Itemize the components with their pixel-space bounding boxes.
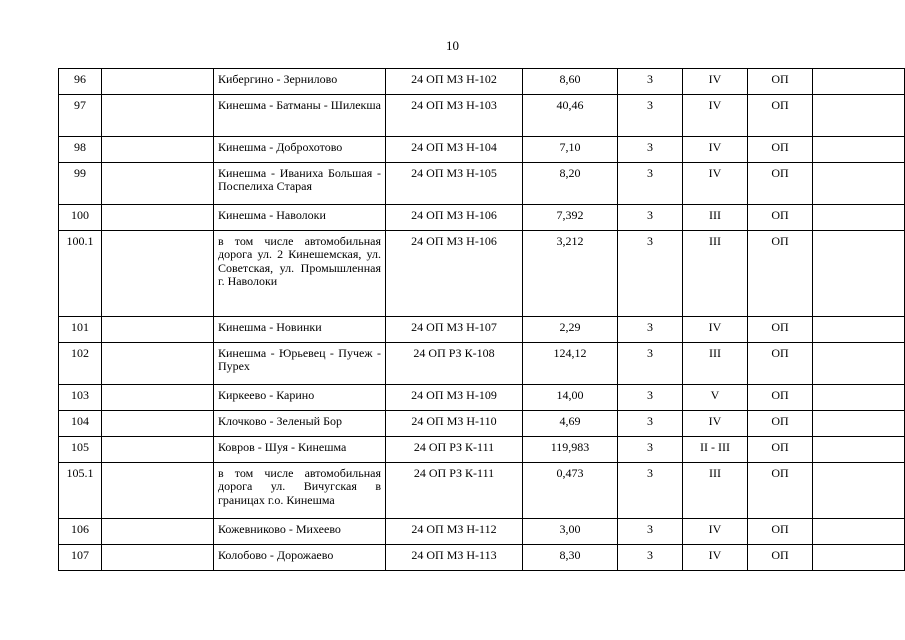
road-length: 8,30: [523, 545, 618, 571]
row-number: 107: [59, 545, 102, 571]
road-name: Клочково - Зеленый Бор: [214, 411, 386, 437]
empty-cell: [102, 317, 214, 343]
road-category: 3: [618, 95, 683, 137]
roads-table-body: [59, 69, 905, 571]
road-code: 24 ОП МЗ Н-110: [386, 411, 523, 437]
road-category: 3: [618, 411, 683, 437]
road-class: IV: [683, 519, 748, 545]
road-name: Кинешма - Новинки: [214, 317, 386, 343]
road-class: IV: [683, 69, 748, 95]
road-code: 24 ОП РЗ К-111: [386, 463, 523, 519]
road-category: 3: [618, 205, 683, 231]
road-code: 24 ОП РЗ К-111: [386, 437, 523, 463]
empty-cell: [813, 411, 905, 437]
road-code: 24 ОП МЗ Н-103: [386, 95, 523, 137]
road-category: 3: [618, 385, 683, 411]
road-type: ОП: [748, 231, 813, 317]
empty-cell: [813, 545, 905, 571]
empty-cell: [813, 437, 905, 463]
empty-cell: [813, 317, 905, 343]
road-code: 24 ОП МЗ Н-106: [386, 231, 523, 317]
row-number: 104: [59, 411, 102, 437]
road-name: Кинешма - Юрьевец - Пучеж - Пурех: [214, 343, 386, 385]
road-class: III: [683, 463, 748, 519]
road-type: ОП: [748, 69, 813, 95]
empty-cell: [813, 137, 905, 163]
road-code: 24 ОП МЗ Н-107: [386, 317, 523, 343]
empty-cell: [813, 385, 905, 411]
road-type: ОП: [748, 411, 813, 437]
row-number: 106: [59, 519, 102, 545]
road-name: в том числе автомобильная дорога ул. Вичугская в границах г.о. Кинешма: [214, 463, 386, 519]
road-code: 24 ОП МЗ Н-104: [386, 137, 523, 163]
road-type: ОП: [748, 163, 813, 205]
road-length: 14,00: [523, 385, 618, 411]
row-number: 103: [59, 385, 102, 411]
empty-cell: [102, 411, 214, 437]
empty-cell: [813, 343, 905, 385]
table-row: [59, 519, 905, 545]
road-length: 119,983: [523, 437, 618, 463]
row-number: 105: [59, 437, 102, 463]
empty-cell: [813, 163, 905, 205]
empty-cell: [813, 463, 905, 519]
table-row: [59, 545, 905, 571]
page-number: 10: [446, 38, 459, 53]
road-type: ОП: [748, 137, 813, 163]
empty-cell: [102, 205, 214, 231]
road-length: 2,29: [523, 317, 618, 343]
road-type: ОП: [748, 95, 813, 137]
road-length: 8,20: [523, 163, 618, 205]
empty-cell: [102, 437, 214, 463]
row-number: 101: [59, 317, 102, 343]
table-row: [59, 317, 905, 343]
road-code: 24 ОП РЗ К-108: [386, 343, 523, 385]
empty-cell: [102, 231, 214, 317]
road-length: 7,10: [523, 137, 618, 163]
row-number: 100.1: [59, 231, 102, 317]
road-name: Кожевниково - Михеево: [214, 519, 386, 545]
table-row: [59, 69, 905, 95]
empty-cell: [813, 519, 905, 545]
table-row: [59, 437, 905, 463]
road-type: ОП: [748, 545, 813, 571]
road-length: 0,473: [523, 463, 618, 519]
road-class: III: [683, 343, 748, 385]
road-category: 3: [618, 69, 683, 95]
table-row: [59, 343, 905, 385]
empty-cell: [102, 69, 214, 95]
road-name: Ковров - Шуя - Кинешма: [214, 437, 386, 463]
road-category: 3: [618, 137, 683, 163]
road-class: IV: [683, 137, 748, 163]
road-length: 7,392: [523, 205, 618, 231]
empty-cell: [102, 545, 214, 571]
road-class: III: [683, 205, 748, 231]
road-category: 3: [618, 545, 683, 571]
road-type: ОП: [748, 205, 813, 231]
empty-cell: [102, 95, 214, 137]
road-category: 3: [618, 437, 683, 463]
road-length: 3,212: [523, 231, 618, 317]
road-name: Кибергино - Зернилово: [214, 69, 386, 95]
road-code: 24 ОП МЗ Н-113: [386, 545, 523, 571]
empty-cell: [102, 137, 214, 163]
road-length: 124,12: [523, 343, 618, 385]
road-type: ОП: [748, 343, 813, 385]
empty-cell: [102, 519, 214, 545]
row-number: 99: [59, 163, 102, 205]
empty-cell: [813, 95, 905, 137]
road-code: 24 ОП МЗ Н-106: [386, 205, 523, 231]
row-number: 100: [59, 205, 102, 231]
road-category: 3: [618, 317, 683, 343]
empty-cell: [102, 385, 214, 411]
road-length: 8,60: [523, 69, 618, 95]
road-name: Колобово - Дорожаево: [214, 545, 386, 571]
road-category: 3: [618, 163, 683, 205]
road-code: 24 ОП МЗ Н-109: [386, 385, 523, 411]
row-number: 98: [59, 137, 102, 163]
road-name: Кинешма - Батманы - Шилекша: [214, 95, 386, 137]
road-code: 24 ОП МЗ Н-105: [386, 163, 523, 205]
row-number: 102: [59, 343, 102, 385]
road-class: IV: [683, 545, 748, 571]
road-class: V: [683, 385, 748, 411]
table-row: [59, 385, 905, 411]
road-class: IV: [683, 163, 748, 205]
road-name: Кинешма - Иваниха Большая - Поспелиха Старая: [214, 163, 386, 205]
road-class: IV: [683, 411, 748, 437]
road-type: ОП: [748, 519, 813, 545]
row-number: 97: [59, 95, 102, 137]
empty-cell: [813, 231, 905, 317]
row-number: 105.1: [59, 463, 102, 519]
table-row: [59, 231, 905, 317]
table-row: [59, 205, 905, 231]
empty-cell: [813, 69, 905, 95]
road-type: ОП: [748, 385, 813, 411]
road-category: 3: [618, 519, 683, 545]
table-row: [59, 163, 905, 205]
table-row: [59, 137, 905, 163]
empty-cell: [102, 343, 214, 385]
road-code: 24 ОП МЗ Н-112: [386, 519, 523, 545]
road-class: III: [683, 231, 748, 317]
road-name: в том числе автомобильная дорога ул. 2 Кинешемская, ул. Советская, ул. Промышленная г. Наволоки: [214, 231, 386, 317]
road-name: Кинешма - Наволоки: [214, 205, 386, 231]
road-name: Кинешма - Доброхотово: [214, 137, 386, 163]
row-number: 96: [59, 69, 102, 95]
road-class: II - III: [683, 437, 748, 463]
road-category: 3: [618, 231, 683, 317]
empty-cell: [813, 205, 905, 231]
table-row: [59, 463, 905, 519]
road-category: 3: [618, 343, 683, 385]
road-category: 3: [618, 463, 683, 519]
road-length: 4,69: [523, 411, 618, 437]
road-class: IV: [683, 95, 748, 137]
road-length: 40,46: [523, 95, 618, 137]
empty-cell: [102, 463, 214, 519]
road-code: 24 ОП МЗ Н-102: [386, 69, 523, 95]
empty-cell: [102, 163, 214, 205]
road-length: 3,00: [523, 519, 618, 545]
road-type: ОП: [748, 317, 813, 343]
roads-table: [58, 68, 905, 571]
road-type: ОП: [748, 463, 813, 519]
table-row: [59, 95, 905, 137]
road-type: ОП: [748, 437, 813, 463]
road-name: Киркеево - Карино: [214, 385, 386, 411]
road-class: IV: [683, 317, 748, 343]
table-row: [59, 411, 905, 437]
